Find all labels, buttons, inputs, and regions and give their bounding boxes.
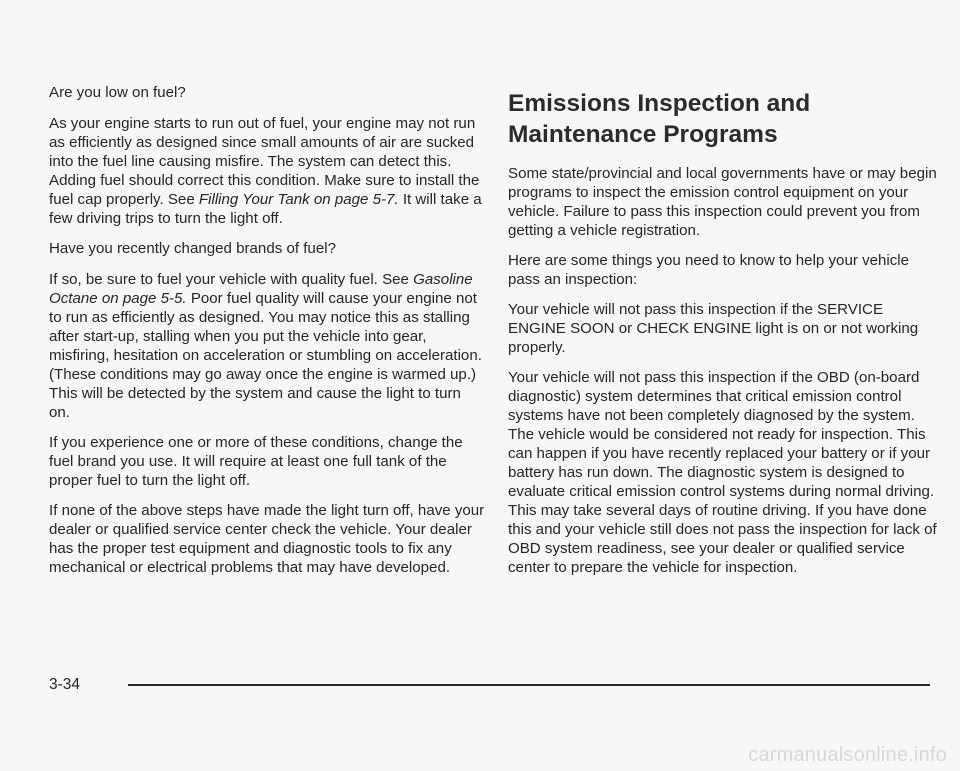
paragraph-obd-readiness: Your vehicle will not pass this inspection if the OBD (on-board diagnostic) system determines that critical emission control systems have not been completely diagnosed by the system. The vehicle would be considered not ready for inspection. This can happen if you have recently replaced your battery or if your battery has run down. The diagnostic system is designed to evaluate critical emission control systems during normal driving. This may take several days of routine driving. If you have done this and your vehicle still does not pass the inspection for lack of OBD system readiness, see your dealer or qualified service center to prepare the vehicle for inspection. <box>508 369 937 576</box>
watermark-text: carmanualsonline.info <box>748 744 947 766</box>
paragraph-programs: Some state/provincial and local governments have or may begin programs to inspect the emission control equipment on your vehicle. Failure to pass this inspection could prevent you from getting a vehicle registration. <box>508 165 937 239</box>
left-column <box>49 83 485 588</box>
footer-divider <box>128 684 930 686</box>
paragraph-text: Poor fuel quality will cause your engine not to run as efficiently as designed. You may notice this as stalling after start-up, stalling when you put the vehicle into gear, misfiring, hesitation on acceleration or stumbling on acceleration. (These conditions may go away once the engine is warmed up.) This will be detected by the system and cause the light to turn on. <box>49 290 482 421</box>
paragraph-see-dealer: If none of the above steps have made the light turn off, have your dealer or qualified service center check the vehicle. Your dealer has the proper test equipment and diagnostic tools to fix any mechanical or electrical problems that may have developed. <box>49 502 485 576</box>
question-fuel-brand: Have you recently changed brands of fuel? <box>49 240 336 257</box>
right-column <box>508 88 938 588</box>
paragraph-low-fuel <box>49 114 485 228</box>
paragraph-change-brand: If you experience one or more of these conditions, change the fuel brand you use. It will require at least one full tank of the proper fuel to turn the light off. <box>49 434 463 489</box>
paragraph-things-to-know: Here are some things you need to know to help your vehicle pass an inspection: <box>508 252 910 288</box>
paragraph-service-light: Your vehicle will not pass this inspection if the SERVICE ENGINE SOON or CHECK ENGINE light is on or not working properly. <box>508 301 919 356</box>
reference-gasoline-octane[interactable]: Gasoline Octane on page 5-5. <box>49 271 473 307</box>
reference-filling-tank[interactable]: Filling Your Tank on page 5-7. <box>198 191 399 208</box>
section-heading: Emissions Inspection and Maintenance Programs <box>508 90 811 148</box>
paragraph-text: If so, be sure to fuel your vehicle with quality fuel. See <box>49 271 414 288</box>
paragraph-text: As your engine starts to run out of fuel, your engine may not run as efficiently as designed since small amounts of air are sucked into the fuel line causing misfire. The system can detect this. Adding fuel should correct this condition. Make sure to install the fuel cap properly. See <box>49 115 480 208</box>
question-low-fuel: Are you low on fuel? <box>49 84 186 101</box>
paragraph-fuel-brand <box>49 270 485 422</box>
page-number: 3-34 <box>49 676 81 693</box>
paragraph-text: It will take a few driving trips to turn the light off. <box>49 191 482 227</box>
